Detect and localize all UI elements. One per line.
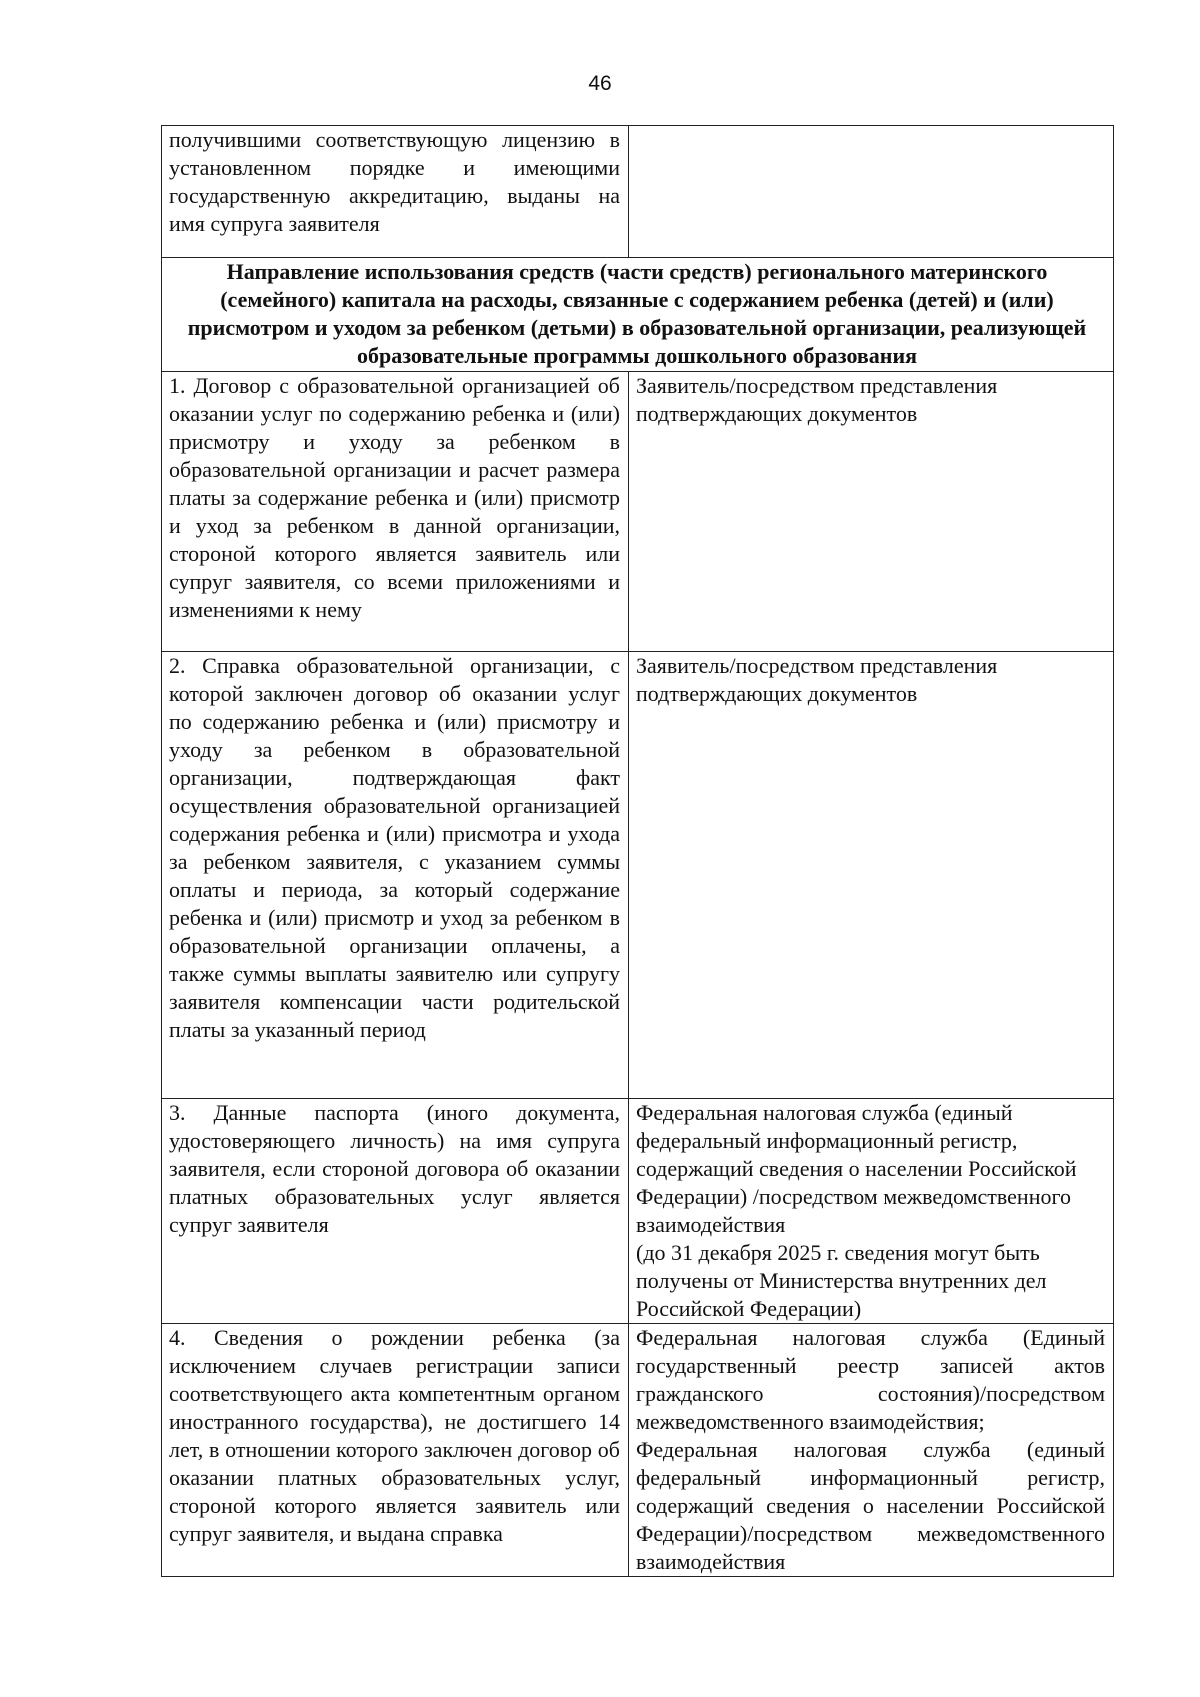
document-cell xyxy=(162,652,629,1099)
section-header-row xyxy=(162,258,1114,372)
document-text: 2. Справка образовательной организации, с которой заключен договор об оказании услуг по содержанию ребенка и (или) присмотру и уходу за ребенком в образовательной организации, подтверждающая факт осуществления образовательной организацией содержания ребенка и (или) присмотра и ухода за ребенком заявителя, с указанием суммы оплаты и периода, за который содержание ребенка и (или) присмотр и уход за ребенком в образовательной организации оплачены, а также суммы выплаты заявителю или супругу заявителя компенсации части родительской платы за указанный период xyxy=(169,653,620,1042)
source-text: Федеральная налоговая служба (единый федеральный информационный регистр, содержащий сведения о населении Российской Федерации) /посредством межведомственного взаимодействия xyxy=(636,1100,1077,1237)
page-number: 46 xyxy=(588,72,612,95)
continuation-document-text: получившими соответствующую лицензию в установленном порядке и имеющими государственную аккредитацию, выданы на имя супруга заявителя xyxy=(169,127,620,236)
table-row xyxy=(162,1099,1114,1324)
source-text: Федеральная налоговая служба (Единый государственный реестр записей актов гражданского состояния)/посредством межведомственного взаимодействия; xyxy=(636,1325,1105,1434)
table-row xyxy=(162,372,1114,652)
source-cell xyxy=(629,652,1114,1099)
source-text: Заявитель/посредством представления подтверждающих документов xyxy=(636,653,998,706)
document-cell xyxy=(162,372,629,652)
document-text: 1. Договор с образовательной организацией об оказании услуг по содержанию ребенка и (или) присмотру и уходу за ребенком в образовательной организации и расчет размера платы за содержание ребенка и (или) присмотр и уход за ребенком в данной организации, стороной которого является заявитель или супруг заявителя, со всеми приложениями и изменениями к нему xyxy=(169,373,620,622)
source-note: (до 31 декабря 2025 г. сведения могут быть получены от Министерства внутренних дел Российской Федерации) xyxy=(636,1240,1047,1321)
document-text: 3. Данные паспорта (иного документа, удостоверяющего личность) на имя супруга заявителя, если стороной договора об оказании платных образовательных услуг является супруг заявителя xyxy=(169,1100,620,1237)
section-header: Направление использования средств (части средств) регионального материнского (семейного) капитала на расходы, связанные с содержанием ребенка (детей) и (или) присмотром и уходом за ребенком (детьми) в образовательной организации, реализующей образовательные программы дошкольного образования xyxy=(162,258,1114,372)
document-cell xyxy=(162,1324,629,1577)
continuation-source-cell xyxy=(629,126,1114,258)
source-text: Заявитель/посредством представления подтверждающих документов xyxy=(636,373,998,426)
source-cell xyxy=(629,1099,1114,1324)
document-cell xyxy=(162,1099,629,1324)
table-row xyxy=(162,126,1114,258)
source-extra: Федеральная налоговая служба (единый федеральный информационный регистр, содержащий сведения о населении Российской Федерации)/посредством межведомственного взаимодействия xyxy=(636,1437,1105,1574)
table-row xyxy=(162,1324,1114,1577)
source-cell xyxy=(629,1324,1114,1577)
documents-table xyxy=(161,125,1114,1577)
document-text: 4. Сведения о рождении ребенка (за исключением случаев регистрации записи соответствующего акта компетентным органом иностранного государства), не достигшего 14 лет, в отношении которого заключен договор об оказании платных образовательных услуг, стороной которого является заявитель или супруг заявителя, и выдана справка xyxy=(169,1325,620,1546)
table-row xyxy=(162,652,1114,1099)
continuation-document-cell xyxy=(162,126,629,258)
source-cell xyxy=(629,372,1114,652)
